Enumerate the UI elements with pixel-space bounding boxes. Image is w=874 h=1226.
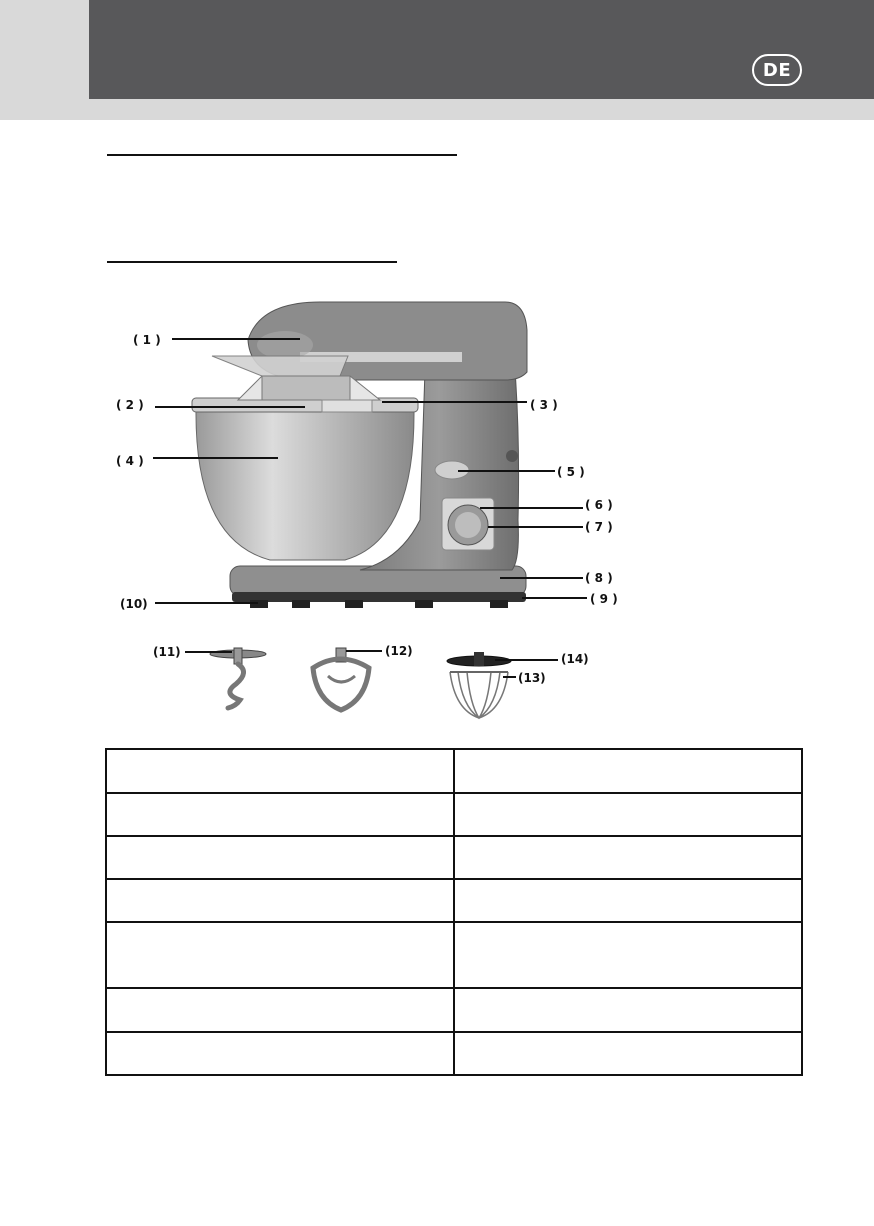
- section-title-underline: [107, 154, 457, 156]
- whisk-illustration: [447, 652, 511, 718]
- table-cell: [454, 922, 802, 988]
- table-row: [106, 1032, 802, 1075]
- table-row: [106, 836, 802, 879]
- table-cell: [106, 836, 454, 879]
- table-row: [106, 749, 802, 793]
- table-cell: [454, 879, 802, 922]
- table-row: [106, 988, 802, 1032]
- callout-1: ( 1 ): [133, 333, 161, 347]
- stand-mixer-illustration: [192, 302, 527, 608]
- table-cell: [106, 922, 454, 988]
- header-bar: [89, 0, 874, 99]
- mixer-diagram: [0, 290, 874, 730]
- table-cell: [106, 1032, 454, 1075]
- callout-4: ( 4 ): [116, 454, 144, 468]
- callout-14: (14): [561, 652, 589, 666]
- table-row: [106, 922, 802, 988]
- flat-beater-illustration: [313, 648, 369, 710]
- callout-9: ( 9 ): [590, 592, 618, 606]
- table-cell: [106, 793, 454, 836]
- callout-7: ( 7 ): [585, 520, 613, 534]
- table-cell: [106, 749, 454, 793]
- parts-table: [105, 748, 803, 1076]
- table-row: [106, 879, 802, 922]
- callout-3: ( 3 ): [530, 398, 558, 412]
- callout-13: (13): [518, 671, 546, 685]
- callout-6: ( 6 ): [585, 498, 613, 512]
- callout-11: (11): [153, 645, 181, 659]
- table-cell: [454, 793, 802, 836]
- table-cell: [454, 988, 802, 1032]
- table-row: [106, 793, 802, 836]
- callout-2: ( 2 ): [116, 398, 144, 412]
- callout-5: ( 5 ): [557, 465, 585, 479]
- table-cell: [106, 879, 454, 922]
- language-badge: DE: [752, 54, 802, 86]
- table-cell: [106, 988, 454, 1032]
- table-cell: [454, 836, 802, 879]
- table-cell: [454, 749, 802, 793]
- callout-10: (10): [120, 597, 148, 611]
- callout-8: ( 8 ): [585, 571, 613, 585]
- subsection-title-underline: [107, 261, 397, 263]
- table-cell: [454, 1032, 802, 1075]
- callout-12: (12): [385, 644, 413, 658]
- dough-hook-illustration: [210, 648, 266, 708]
